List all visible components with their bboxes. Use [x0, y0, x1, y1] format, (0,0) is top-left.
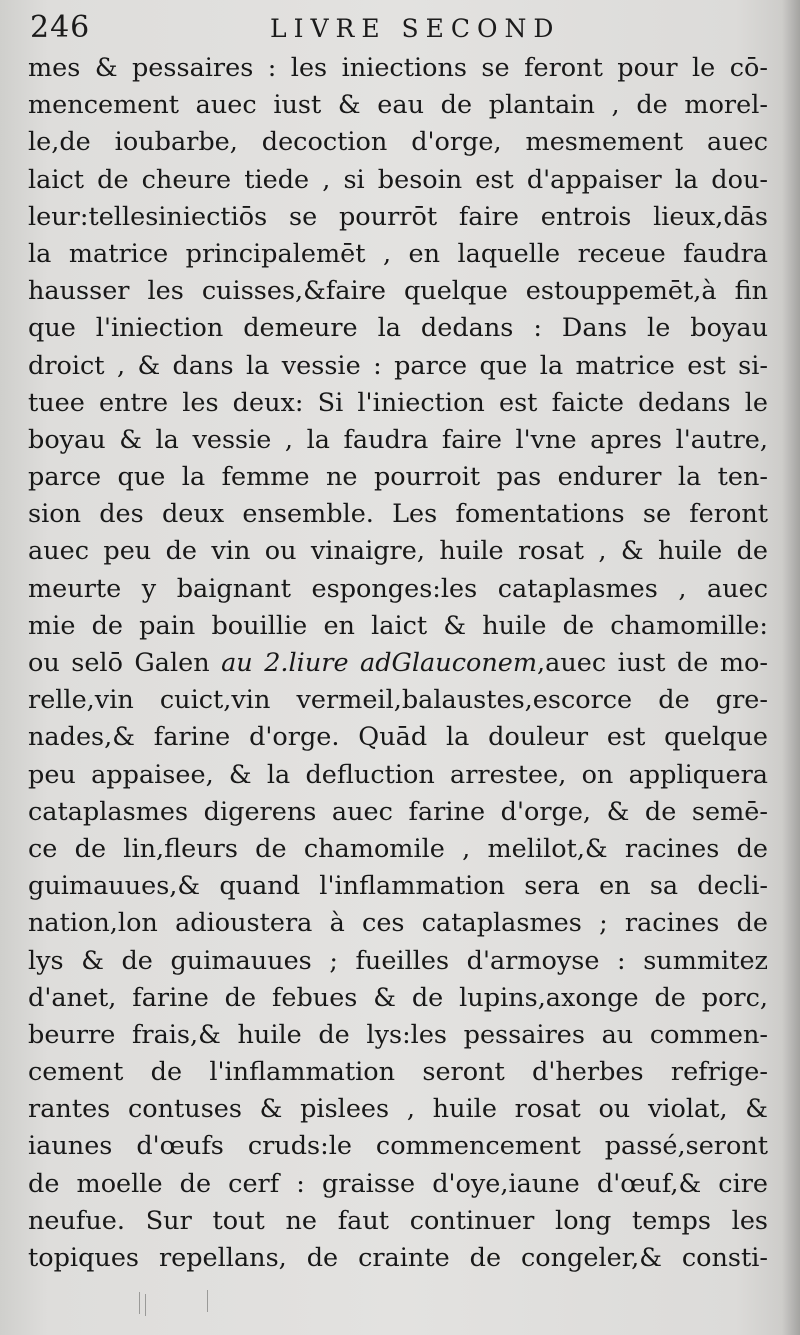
- text-line: guimauues,& quand l'inflammation sera en sa decli-: [28, 871, 768, 902]
- faint-mark: [139, 1292, 140, 1314]
- text-line: rantes contuses & pislees , huile rosat ou violat, &: [28, 1094, 768, 1125]
- show-through-marks: [135, 1290, 225, 1320]
- page-number: 246: [30, 10, 91, 45]
- text-line: lys & de guimauues ; fueilles d'armoyse : summitez: [28, 945, 768, 976]
- running-head: LIVRE SECOND: [270, 14, 561, 43]
- text-line: neufue. Sur tout ne faut continuer long temps les: [28, 1205, 768, 1236]
- text-line: beurre frais,& huile de lys:les pessaires au commen-: [28, 1019, 768, 1050]
- text-line: cement de l'inflammation seront d'herbes refrige-: [28, 1057, 768, 1088]
- page-gutter-shadow: [782, 0, 800, 1335]
- text-line: le,de ioubarbe, decoction d'orge, mesmement auec: [28, 127, 768, 158]
- text-line: auec peu de vin ou vinaigre, huile rosat , & huile de: [28, 536, 768, 567]
- text-line: droict , & dans la vessie : parce que la matrice est si-: [28, 350, 768, 381]
- text-line: relle,vin cuict,vin vermeil,balaustes,escorce de gre-: [28, 685, 768, 716]
- text-line: nades,& farine d'orge. Quād la douleur est quelque: [28, 722, 768, 753]
- text-line-citation: [28, 645, 768, 682]
- text-line: mencement auec iust & eau de plantain , de morel-: [28, 90, 768, 121]
- text-line: que l'iniection demeure la dedans : Dans le boyau: [28, 313, 768, 344]
- text-line: cataplasmes digerens auec farine d'orge, & de semē-: [28, 796, 768, 827]
- text-line: d'anet, farine de febues & de lupins,axonge de porc,: [28, 982, 768, 1013]
- text-line: meurte y baignant esponges:les cataplasmes , auec: [28, 573, 768, 604]
- text-line: sion des deux ensemble. Les fomentations se feront: [28, 499, 768, 530]
- citation-italic: au 2.liure adGlauconem: [221, 648, 538, 678]
- text-line: mes & pessaires : les iniections se feront pour le cō-: [28, 53, 768, 83]
- citation-prefix: ou selō Galen: [28, 648, 222, 678]
- text-line: la matrice principalemēt , en laquelle receue faudra: [28, 238, 768, 269]
- text-line: peu appaisee, & la defluction arrestee, on appliquera: [28, 759, 768, 790]
- faint-mark: [207, 1290, 208, 1312]
- citation-suffix: ,auec iust de mo-: [537, 648, 768, 678]
- faint-mark: [145, 1294, 146, 1316]
- body-text: [28, 50, 768, 1277]
- text-line: mie de pain bouillie en laict & huile de chamomille:: [28, 610, 768, 641]
- text-line: leur:tellesiniectiōs se pourrōt faire entrois lieux,dās: [28, 201, 768, 232]
- page-header: [30, 10, 770, 54]
- text-line: laict de cheure tiede , si besoin est d'appaiser la dou-: [28, 164, 768, 195]
- text-line: nation,lon adioustera à ces cataplasmes ; racines de: [28, 908, 768, 939]
- text-line: hausser les cuisses,&faire quelque estouppemēt,à fin: [28, 276, 768, 307]
- text-line: topiques repellans, de crainte de congeler,& consti-: [28, 1243, 768, 1273]
- text-line: boyau & la vessie , la faudra faire l'vne apres l'autre,: [28, 424, 768, 455]
- text-line: parce que la femme ne pourroit pas endurer la ten-: [28, 462, 768, 493]
- text-line: tuee entre les deux: Si l'iniection est faicte dedans le: [28, 387, 768, 418]
- text-line: ce de lin,fleurs de chamomile , melilot,& racines de: [28, 833, 768, 864]
- text-line: de moelle de cerf : graisse d'oye,iaune d'œuf,& cire: [28, 1168, 768, 1199]
- text-line: iaunes d'œufs cruds:le commencement passé,seront: [28, 1131, 768, 1162]
